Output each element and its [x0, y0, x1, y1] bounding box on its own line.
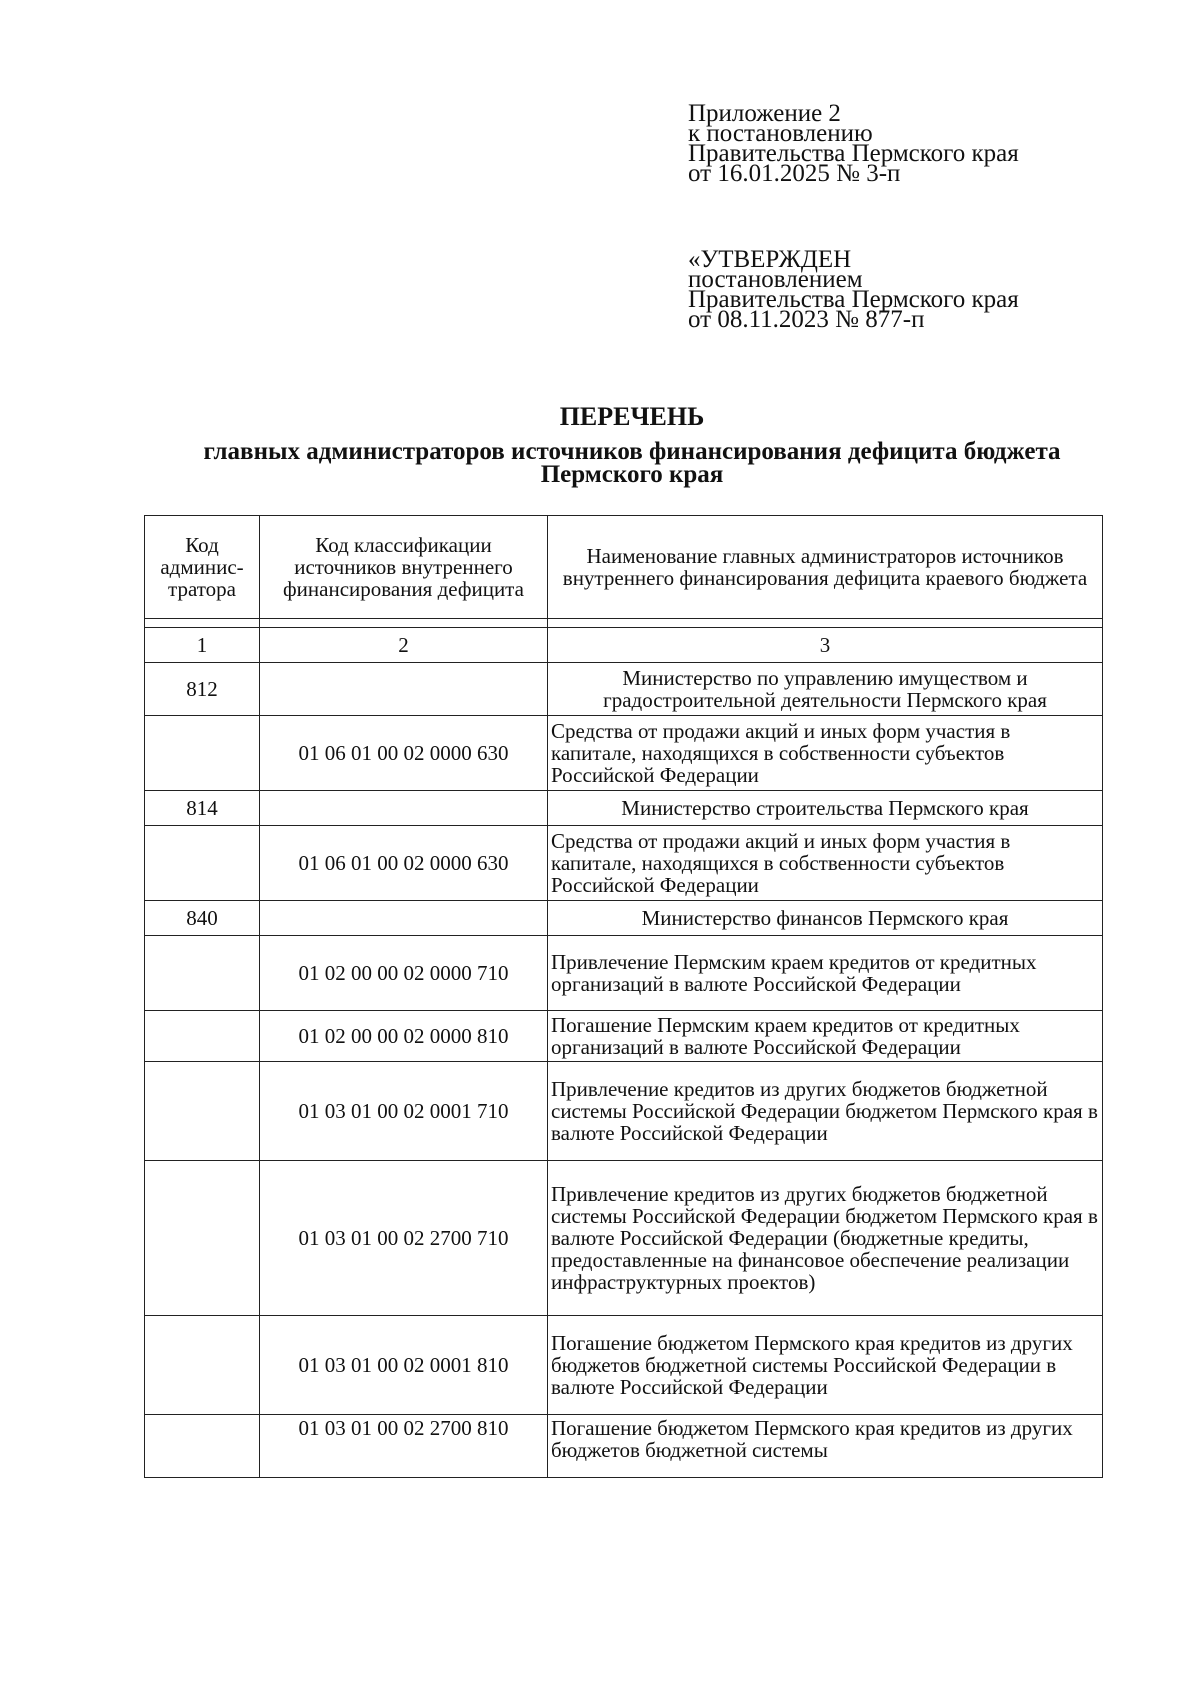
- table-row: [145, 901, 1103, 936]
- approved-block: [688, 246, 1019, 333]
- source-code-cell: 01 03 01 00 02 0001 810: [260, 1316, 548, 1415]
- header-source-code: Код классификации источников внутреннего финансирования дефицита: [260, 516, 548, 619]
- admin-code-cell: [145, 1011, 260, 1062]
- table-row: [145, 791, 1103, 826]
- column-number: 2: [260, 628, 548, 663]
- source-code-cell: 01 02 00 00 02 0000 810: [260, 1011, 548, 1062]
- name-cell: Привлечение Пермским краем кредитов от кредитных организаций в валюте Российской Федерации: [548, 936, 1103, 1011]
- admin-code-cell: [145, 716, 260, 791]
- admin-code-cell: [145, 1161, 260, 1316]
- column-numbers-row: [145, 628, 1103, 663]
- attachment-line-1: Приложение 2: [688, 100, 841, 127]
- name-cell: Средства от продажи акций и иных форм участия в капитале, находящихся в собственности субъектов Российской Федерации: [548, 826, 1103, 901]
- table-row: [145, 1316, 1103, 1415]
- source-code-cell: 01 06 01 00 02 0000 630: [260, 716, 548, 791]
- approved-line-3: Правительства Пермского края: [688, 286, 1019, 313]
- administrators-table: [144, 515, 1103, 1478]
- admin-code-cell: 814: [145, 791, 260, 826]
- approved-line-1: «УТВЕРЖДЕН: [688, 246, 852, 273]
- name-cell: Привлечение кредитов из других бюджетов бюджетной системы Российской Федерации бюджетом Пермского края в валюте Российской Федерации (бюджетные кредиты, предоставленные на финансовое обеспечение реализации инфраструктурных проектов): [548, 1161, 1103, 1316]
- table-row: [145, 1011, 1103, 1062]
- header-gap: [145, 619, 1103, 628]
- admin-code-cell: 812: [145, 663, 260, 716]
- admin-code-cell: [145, 936, 260, 1011]
- attachment-line-2: к постановлению: [688, 120, 873, 147]
- source-code-cell: 01 03 01 00 02 2700 710: [260, 1161, 548, 1316]
- name-cell: Министерство финансов Пермского края: [548, 901, 1103, 936]
- document-subtitle: главных администраторов источников финансирования дефицита бюджета Пермского края: [203, 438, 1061, 488]
- table-row: [145, 936, 1103, 1011]
- name-cell: Министерство строительства Пермского края: [548, 791, 1103, 826]
- source-code-cell: 01 06 01 00 02 0000 630: [260, 826, 548, 901]
- source-code-cell: [260, 901, 548, 936]
- column-number: 1: [145, 628, 260, 663]
- table-row: [145, 1161, 1103, 1316]
- name-cell: Погашение бюджетом Пермского края кредитов из других бюджетов бюджетной системы: [548, 1415, 1103, 1478]
- table-row: [145, 663, 1103, 716]
- source-code-cell: 01 03 01 00 02 2700 810: [260, 1415, 548, 1478]
- admin-code-cell: [145, 826, 260, 901]
- approved-line-4: от 08.11.2023 № 877-п: [688, 306, 925, 333]
- header-admin-code: Код админис-тратора: [145, 516, 260, 619]
- admin-code-cell: [145, 1316, 260, 1415]
- name-cell: Погашение Пермским краем кредитов от кредитных организаций в валюте Российской Федерации: [548, 1011, 1103, 1062]
- name-cell: Средства от продажи акций и иных форм участия в капитале, находящихся в собственности субъектов Российской Федерации: [548, 716, 1103, 791]
- approved-line-2: постановлением: [688, 266, 863, 293]
- table-row: [145, 716, 1103, 791]
- table-header-row: [145, 516, 1103, 619]
- table-row: [145, 826, 1103, 901]
- name-cell: Погашение бюджетом Пермского края кредитов из других бюджетов бюджетной системы Российской Федерации в валюте Российской Федерации: [548, 1316, 1103, 1415]
- column-number: 3: [548, 628, 1103, 663]
- admin-code-cell: 840: [145, 901, 260, 936]
- table-row: [145, 1062, 1103, 1161]
- document-title: ПЕРЕЧЕНЬ: [559, 402, 705, 431]
- admin-code-cell: [145, 1415, 260, 1478]
- source-code-cell: 01 02 00 00 02 0000 710: [260, 936, 548, 1011]
- header-name: Наименование главных администраторов источников внутреннего финансирования дефицита краевого бюджета: [548, 516, 1103, 619]
- attachment-block: [688, 100, 1019, 187]
- source-code-cell: [260, 791, 548, 826]
- name-cell: Привлечение кредитов из других бюджетов бюджетной системы Российской Федерации бюджетом Пермского края в валюте Российской Федерации: [548, 1062, 1103, 1161]
- attachment-line-3: Правительства Пермского края: [688, 140, 1019, 167]
- source-code-cell: 01 03 01 00 02 0001 710: [260, 1062, 548, 1161]
- table-row: [145, 1415, 1103, 1478]
- name-cell: Министерство по управлению имуществом и градостроительной деятельности Пермского края: [548, 663, 1103, 716]
- source-code-cell: [260, 663, 548, 716]
- attachment-line-4: от 16.01.2025 № 3-п: [688, 160, 901, 187]
- admin-code-cell: [145, 1062, 260, 1161]
